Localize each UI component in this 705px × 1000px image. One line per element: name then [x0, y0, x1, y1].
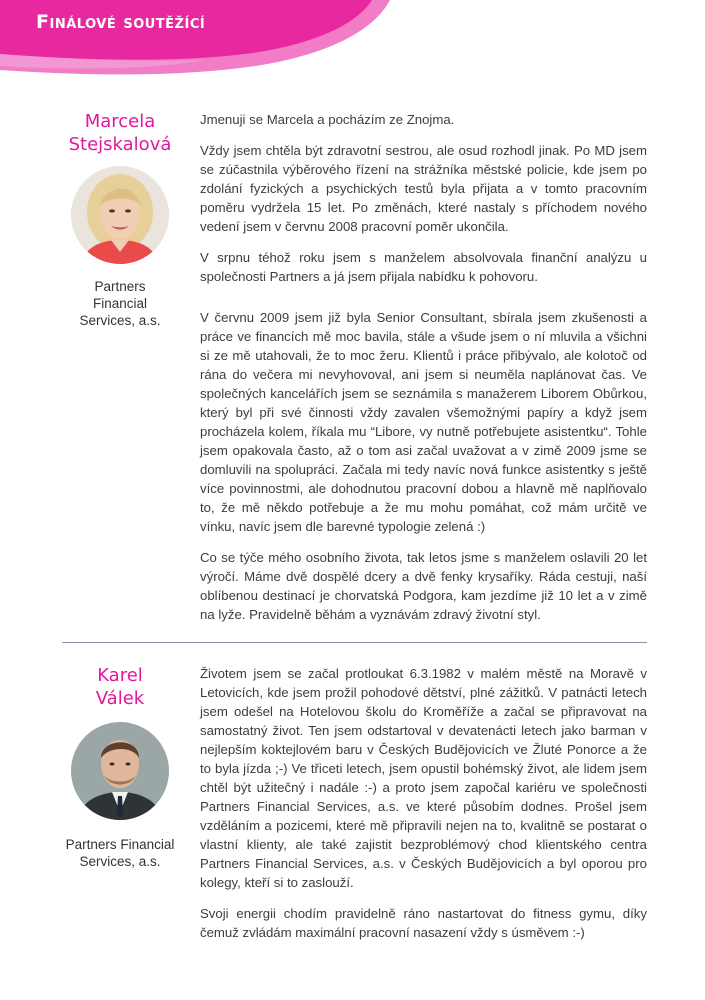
person-company: Services, a.s. [79, 313, 161, 328]
bio-paragraph: Životem jsem se začal protloukat 6.3.1982 v malém městě na Moravě v Letovicích, kde jsem prožil pohodové dětství, plné zážitků. V patnácti letech jsem odešel na Hotelovou školu do Kroměříže a začal se připravovat na samostatný život. Ten jsem odstartoval v devatenácti letech jako barman v nejlepším koktejlovém baru v Českých Budějovicích ve Žluté Ponorce a že to byla jízda ;-) Ve třiceti letech, jsem opustil bohémský život, ale lidem jsem chtěl být užitečný i nadále :-) a proto jsem započal kariéru ve společnosti Partners Financial Services, a.s. ve které působím dodnes. Prošel jsem vzděláním a pozicemi, které mě připravili nejen na to, kvalitně se postarat o vlastní klienty, ale také zajistit bezproblémový chod klientského centra Partners Financial Services, a.s. v Českých Budějovicích a byl oporou pro kolegy, kteří si to zaslouží. [200, 666, 647, 890]
person-name-last: Válek [95, 688, 145, 709]
bio-paragraph: V srpnu téhož roku jsem s manželem absolvovala finanční analýzu u společnosti Partners a já jsem přijala nabídku k pohovoru. [200, 250, 647, 284]
bio-paragraph: V červnu 2009 jsem již byla Senior Consultant, sbírala jsem zkušenosti a práce ve financích mě moc bavila, stále a všude jsem o ní mluvila a všichni si ze mě utahovali, že to moc žeru. Klientů i práce přibývalo, ale kolotoč od rána do večera mi nevyhovoval, ani jsem si neuměla naplánovat čas. Ve společných kancelářích jsem se seznámila s manažerem Liborem Obůrkou, který byl při své činnosti vždy zavalen všemožnými papíry a když jsem procházela kolem, říkala mu “Libore, vy nutně potřebujete asistentku“. Tohle jsem opakovala často, až o tom asi začal uvažovat a v zimě 2009 jsme se domluvili na spolupráci. Začala mi tedy navíc nová funkce asistentky s ještě více povinnostmi, ale dohodnutou pracovní dobou a hlavně mě naplňovalo to, že mě někdo potřebuje a že mu mohu pomáhat, což mám určitě ve vínku, navíc jsem dle barevné typologie zelená :) [200, 310, 647, 534]
person-name-first: Karel [97, 665, 143, 686]
person-sidebar-karel [55, 664, 185, 870]
person-name-last: Stejskalová [68, 134, 172, 155]
bio-paragraph: Vždy jsem chtěla být zdravotní sestrou, ale osud rozhodl jinak. Po MD jsem se zúčastnila výběrového řízení na strážníka městské policie, kde jsem po zdolání fyzických a psychických testů byla přijata a v tomto pracovním poměru vydržela 15 let. Po změnách, které nastaly s příchodem nového vedení jsem v červnu 2008 pracovní poměr ukončila. [200, 143, 647, 234]
person-sidebar-marcela [55, 110, 185, 329]
person-bio-karel [200, 664, 647, 954]
avatar-karel [71, 722, 169, 820]
bio-paragraph: Svoji energii chodím pravidelně ráno nastartovat do fitness gymu, díky čemuž zvládám maximální pracovní nasazení vždy s úsměvem :-) [200, 906, 647, 940]
avatar-marcela [71, 166, 169, 264]
bio-paragraph: Co se týče mého osobního života, tak letos jsme s manželem oslavili 20 let výročí. Máme dvě dospělé dcery a dvě fenky krysaříky. Ráda cestuji, naší oblíbenou destinací je chorvatská Podgora, kam jezdíme již 10 let a v zimě na lyže. Pravidelně běhám a vyznávám zdravý životní styl. [200, 550, 647, 622]
section-divider [62, 642, 647, 643]
person-name-first: Marcela [84, 111, 156, 132]
person-bio-marcela [200, 110, 647, 636]
bio-paragraph: Jmenuji se Marcela a pocházím ze Znojma. [200, 112, 455, 127]
person-company: Services, a.s. [79, 854, 161, 869]
person-company: Partners [94, 279, 146, 294]
section-title: Finálové soutěžící [36, 11, 206, 33]
person-company: Partners Financial [65, 837, 175, 852]
person-company: Financial [92, 296, 148, 311]
